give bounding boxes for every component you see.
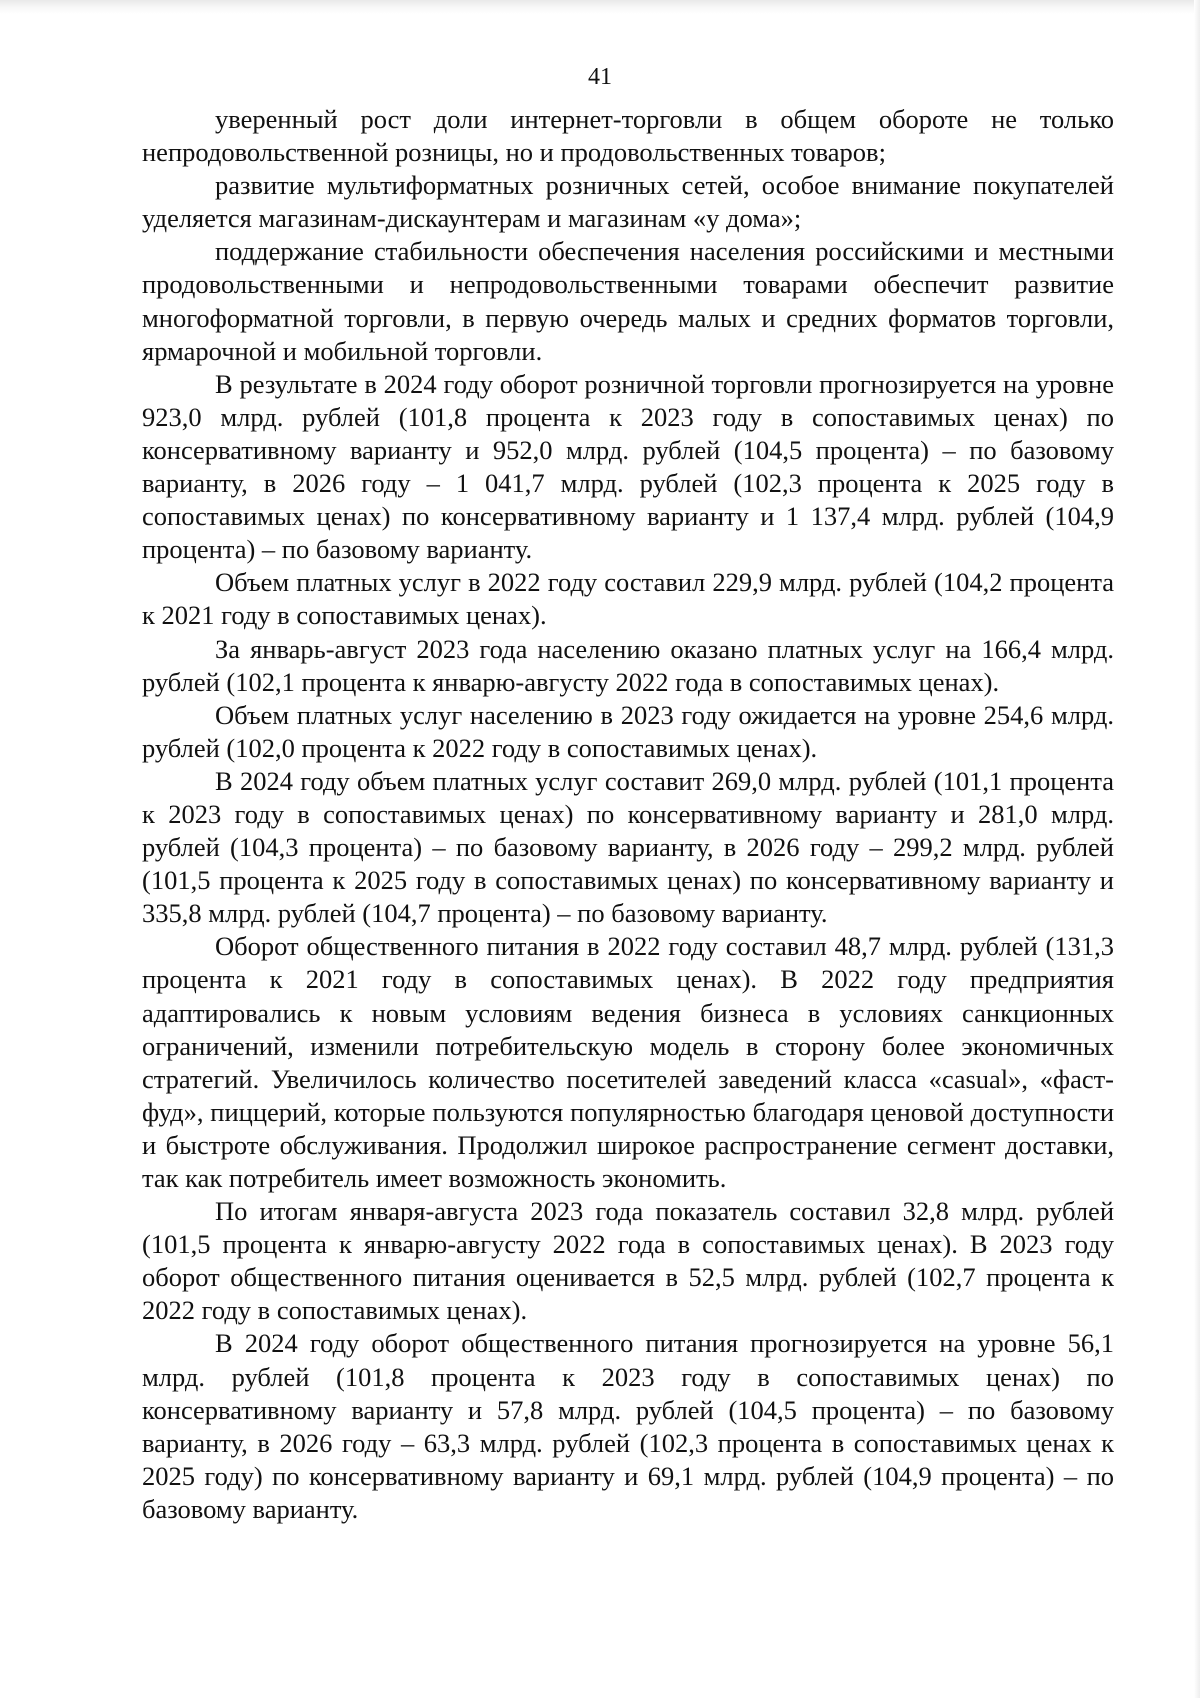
paragraph-paid-services-2023: Объем платных услуг населению в 2023 году ожидается на уровне 254,6 млрд. рублей (102,0 процента к 2022 году в сопоставимых ценах). [142,699,1114,763]
paragraph-catering-2023: По итогам января-августа 2023 года показатель составил 32,8 млрд. рублей (101,5 процента к январю-августу 2022 года в сопоставимых ценах). В 2023 году оборот общественного питания оценивается в 52,5 млрд. рублей (102,7 процента к 2022 году в сопоставимых ценах). [142,1196,1114,1326]
paragraph-retail-forecast: В результате в 2024 году оборот розничной торговли прогнозируется на уровне 923,0 млрд. рублей (101,8 процента к 2023 году в сопоставимых ценах) по консервативному варианту и 952,0 млрд. рублей (104,5 процента) – по базовому варианту, в 2026 году – 1 041,7 млрд. рублей (102,3 процента к 2025 году в сопоставимых ценах) по консервативному варианту и 1 137,4 млрд. рублей (104,9 процента) – по базовому варианту. [142,368,1114,565]
document-body [142,103,1114,1526]
paragraph-paid-services-forecast: В 2024 году объем платных услуг составит 269,0 млрд. рублей (101,1 процента к 2023 году в сопоставимых ценах) по консервативному варианту и 281,0 млрд. рублей (104,3 процента) – по базовому варианту, в 2026 году – 299,2 млрд. рублей (101,5 процента к 2025 году в сопоставимых ценах) по консервативному варианту и 335,8 млрд. рублей (104,7 процента) – по базовому варианту. [142,765,1114,929]
paragraph-retail-networks: развитие мультиформатных розничных сетей, особое внимание покупателей уделяется магазинам-дискаунтерам и магазинам «у дома»; [142,170,1114,234]
scan-top-edge [0,0,1200,14]
paragraph-paid-services-2022: Объем платных услуг в 2022 году составил 229,9 млрд. рублей (104,2 процента к 2021 году в сопоставимых ценах). [142,567,1114,631]
paragraph-online-trade: уверенный рост доли интернет-торговли в общем обороте не только непродовольственной розницы, но и продовольственных товаров; [142,104,1114,168]
scan-right-edge [1194,0,1200,1698]
paragraph-supply-stability: поддержание стабильности обеспечения населения российскими и местными продовольственными и непродовольственными товарами обеспечит развитие многоформатной торговли, в первую очередь малых и средних форматов торговли, ярмарочной и мобильной торговли. [142,236,1114,366]
paragraph-catering-2022: Оборот общественного питания в 2022 году составил 48,7 млрд. рублей (131,3 процента к 2021 году в сопоставимых ценах). В 2022 году предприятия адаптировались к новым условиям ведения бизнеса в условиях санкционных ограничений, изменили потребительскую модель в сторону более экономичных стратегий. Увеличилось количество посетителей заведений класса «casual», «фаст-фуд», пиццерий, которые пользуются популярностью благодаря ценовой доступности и быстроте обслуживания. Продолжил широкое распространение сегмент доставки, так как потребитель имеет возможность экономить. [142,931,1114,1193]
paragraph-paid-services-jan-aug: За январь-август 2023 года населению оказано платных услуг на 166,4 млрд. рублей (102,1 процента к январю-августу 2022 года в сопоставимых ценах). [142,633,1114,697]
page-number: 41 [588,64,612,90]
paragraph-catering-forecast: В 2024 году оборот общественного питания прогнозируется на уровне 56,1 млрд. рублей (101,8 процента к 2023 году в сопоставимых ценах) по консервативному варианту и 57,8 млрд. рублей (104,5 процента) – по базовому варианту, в 2026 году – 63,3 млрд. рублей (102,3 процента в сопоставимых ценах к 2025 году) по консервативному варианту и 69,1 млрд. рублей (104,9 процента) – по базовому варианту. [142,1328,1114,1524]
